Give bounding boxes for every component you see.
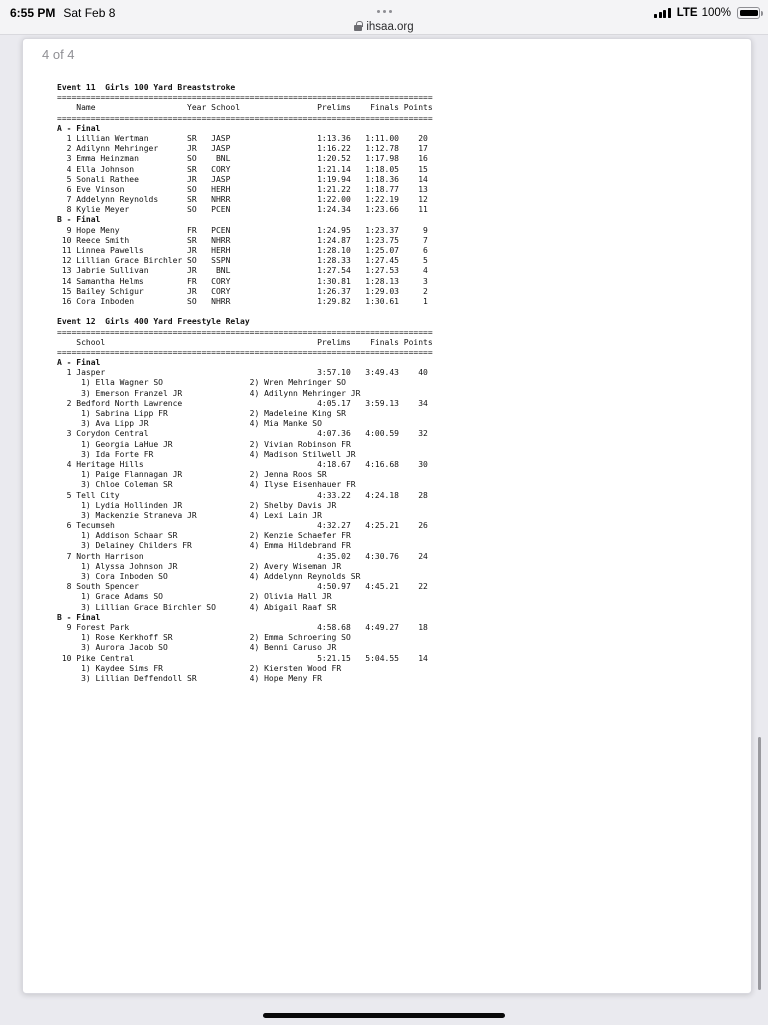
doc-line: A - Final bbox=[57, 358, 101, 368]
doc-line: 3 Corydon Central 4:07.36 4:00.59 32 bbox=[57, 429, 428, 439]
tab-overview-icon[interactable] bbox=[377, 10, 392, 13]
doc-line: 1) Grace Adams SO 2) Olivia Hall JR bbox=[57, 592, 332, 602]
home-indicator[interactable] bbox=[263, 1013, 505, 1018]
doc-line: 3) Delainey Childers FR 4) Emma Hildebrand FR bbox=[57, 541, 351, 551]
doc-line: Event 11 Girls 100 Yard Breaststroke bbox=[57, 83, 236, 92]
doc-line: 3) Mackenzie Straneva JR 4) Lexi Lain JR bbox=[57, 510, 322, 520]
doc-line: 10 Reece Smith SR NHRR 1:24.87 1:23.75 7 bbox=[57, 235, 428, 245]
doc-line: 1) Lydia Hollinden JR 2) Shelby Davis JR bbox=[57, 500, 337, 510]
doc-line: 1) Kaydee Sims FR 2) Kiersten Wood FR bbox=[57, 663, 342, 673]
doc-line: 7 North Harrison 4:35.02 4:30.76 24 bbox=[57, 551, 428, 561]
doc-line: 1) Addison Schaar SR 2) Kenzie Schaefer FR bbox=[57, 531, 351, 541]
doc-line: 3) Cora Inboden SO 4) Addelynn Reynolds SR bbox=[57, 572, 361, 581]
doc-line: School Prelims Finals Points bbox=[57, 337, 433, 347]
doc-line: 13 Jabrie Sullivan JR BNL 1:27.54 1:27.53 4 bbox=[57, 266, 428, 276]
battery-percent: 100% bbox=[701, 7, 731, 19]
lock-icon bbox=[354, 25, 362, 31]
doc-line: 15 Bailey Schigur JR CORY 1:26.37 1:29.03 2 bbox=[57, 286, 428, 296]
doc-line: 5 Tell City 4:33.22 4:24.18 28 bbox=[57, 490, 428, 500]
status-right bbox=[654, 7, 760, 19]
doc-line: 3 Emma Heinzman SO BNL 1:20.52 1:17.98 16 bbox=[57, 154, 428, 164]
doc-line: B - Final bbox=[57, 612, 101, 622]
doc-line: 16 Cora Inboden SO NHRR 1:29.82 1:30.61 1 bbox=[57, 296, 428, 306]
doc-line: 3) Lillian Grace Birchler SO 4) Abigail Raaf SR bbox=[57, 602, 337, 612]
clock: 6:55 PM bbox=[10, 6, 56, 20]
doc-line: 12 Lillian Grace Birchler SO SSPN 1:28.33 1:27.45 5 bbox=[57, 256, 428, 266]
doc-line: 1) Rose Kerkhoff SR 2) Emma Schroering SO bbox=[57, 633, 351, 643]
address-display[interactable] bbox=[0, 21, 768, 33]
doc-line: ============================================================================== bbox=[57, 347, 433, 357]
doc-line: 3) Chloe Coleman SR 4) Ilyse Eisenhauer FR bbox=[57, 480, 356, 490]
doc-line: ============================================================================== bbox=[57, 93, 433, 103]
doc-line: 4 Heritage Hills 4:18.67 4:16.68 30 bbox=[57, 459, 428, 469]
doc-line: 5 Sonali Rathee JR JASP 1:19.94 1:18.36 14 bbox=[57, 174, 428, 184]
doc-line: 10 Pike Central 5:21.15 5:04.55 14 bbox=[57, 653, 428, 663]
doc-line: Event 12 Girls 400 Yard Freestyle Relay bbox=[57, 317, 250, 327]
results-text bbox=[57, 83, 433, 684]
doc-line: ============================================================================== bbox=[57, 113, 433, 123]
doc-line: 2 Adilynn Mehringer JR JASP 1:16.22 1:12.78 17 bbox=[57, 144, 428, 154]
scrollbar[interactable] bbox=[758, 737, 761, 990]
doc-line: 1) Ella Wagner SO 2) Wren Mehringer SO bbox=[57, 378, 346, 388]
doc-line: ============================================================================== bbox=[57, 327, 433, 337]
status-bar bbox=[0, 0, 768, 35]
pdf-page[interactable] bbox=[22, 38, 752, 994]
site-domain: ihsaa.org bbox=[366, 21, 414, 33]
doc-line: 1 Jasper 3:57.10 3:49.43 40 bbox=[57, 368, 428, 378]
page-indicator: 4 of 4 bbox=[42, 47, 75, 62]
doc-line: 6 Eve Vinson SO HERH 1:21.22 1:18.77 13 bbox=[57, 184, 428, 194]
doc-line: 1) Alyssa Johnson JR 2) Avery Wiseman JR bbox=[57, 561, 342, 571]
doc-line: 7 Addelynn Reynolds SR NHRR 1:22.00 1:22.19 12 bbox=[57, 195, 428, 205]
doc-line: 3) Lillian Deffendoll SR 4) Hope Meny FR bbox=[57, 673, 322, 683]
doc-line: B - Final bbox=[57, 215, 101, 225]
doc-line: 1) Sabrina Lipp FR 2) Madeleine King SR bbox=[57, 409, 346, 418]
doc-line: 3) Emerson Franzel JR 4) Adilynn Mehringer JR bbox=[57, 388, 361, 398]
doc-line: 2 Bedford North Lawrence 4:05.17 3:59.13 34 bbox=[57, 398, 428, 408]
doc-line: Name Year School Prelims Finals Points bbox=[57, 103, 433, 113]
network-label: LTE bbox=[676, 7, 698, 19]
doc-line: 3) Ida Forte FR 4) Madison Stilwell JR bbox=[57, 449, 356, 459]
doc-line: 3) Ava Lipp JR 4) Mia Manke SO bbox=[57, 419, 322, 429]
doc-line: 4 Ella Johnson SR CORY 1:21.14 1:18.05 15 bbox=[57, 164, 428, 174]
doc-line: 8 Kylie Meyer SO PCEN 1:24.34 1:23.66 11 bbox=[57, 205, 428, 215]
doc-line: 6 Tecumseh 4:32.27 4:25.21 26 bbox=[57, 521, 428, 531]
battery-full-icon bbox=[737, 7, 760, 19]
doc-line: 11 Linnea Pawells JR HERH 1:28.10 1:25.07 6 bbox=[57, 246, 428, 255]
doc-line: 1) Paige Flannagan JR 2) Jenna Roos SR bbox=[57, 470, 327, 480]
doc-line: 8 South Spencer 4:50.97 4:45.21 22 bbox=[57, 582, 428, 592]
signal-bars-icon bbox=[654, 8, 671, 18]
doc-line bbox=[57, 307, 433, 317]
doc-line: 3) Aurora Jacob SO 4) Benni Caruso JR bbox=[57, 643, 337, 653]
doc-line: 1) Georgia LaHue JR 2) Vivian Robinson FR bbox=[57, 439, 351, 449]
doc-line: A - Final bbox=[57, 123, 101, 133]
doc-line: 1 Lillian Wertman SR JASP 1:13.36 1:11.00 20 bbox=[57, 133, 428, 143]
doc-line: 14 Samantha Helms FR CORY 1:30.81 1:28.13 3 bbox=[57, 276, 428, 286]
doc-line: 9 Hope Meny FR PCEN 1:24.95 1:23.37 9 bbox=[57, 225, 428, 235]
status-center bbox=[0, 0, 768, 33]
doc-line: 9 Forest Park 4:58.68 4:49.27 18 bbox=[57, 622, 428, 632]
date: Sat Feb 8 bbox=[63, 6, 116, 20]
